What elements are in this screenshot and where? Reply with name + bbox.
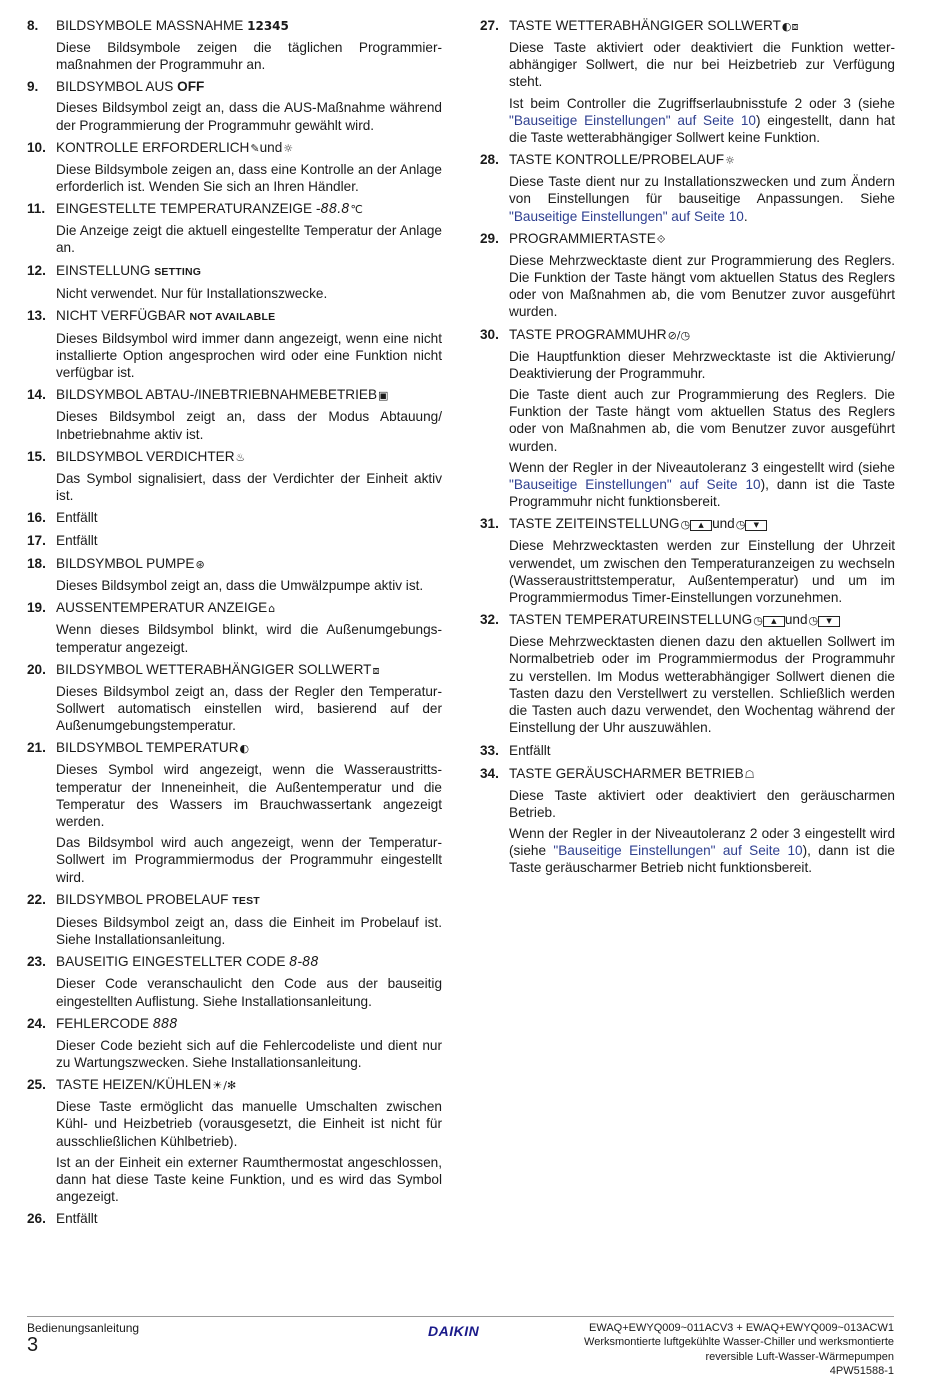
item-heading bbox=[27, 1014, 442, 1034]
item-title-text: BILDSYMBOLE MASSNAHME bbox=[56, 18, 244, 33]
item-heading bbox=[27, 598, 442, 618]
item-heading bbox=[27, 385, 442, 405]
item-title bbox=[56, 1014, 442, 1034]
list-item bbox=[27, 1014, 442, 1071]
item-title-text: BILDSYMBOL ABTAU-/INEBTRIEBNAHMEBETRIEB bbox=[56, 387, 378, 403]
item-heading bbox=[480, 741, 895, 760]
list-item bbox=[27, 306, 442, 382]
item-number: 8. bbox=[27, 18, 39, 33]
item-number: 27. bbox=[480, 18, 499, 33]
item-title bbox=[56, 508, 442, 527]
item-heading bbox=[27, 554, 442, 574]
item-title-text: NICHT VERFÜGBAR bbox=[56, 307, 186, 323]
item-title bbox=[509, 514, 895, 534]
item-title bbox=[56, 554, 442, 574]
item-title bbox=[56, 738, 442, 758]
footer-model: EWAQ+EWYQ009~011ACV3 + EWAQ+EWYQ009~013ACW1 bbox=[589, 1322, 894, 1334]
symbol-icon: ℃ bbox=[350, 203, 363, 217]
cross-reference-link[interactable]: "Bauseitige Einstellungen" auf Seite 10 bbox=[509, 208, 744, 224]
item-paragraph: Ist an der Einheit ein externer Raumthermostat angeschlossen, dann hat diese Taste keine Funktion, und es wird das Symbol angezeigt. bbox=[56, 1154, 442, 1205]
item-heading bbox=[480, 610, 895, 630]
symbol-icon: ⊛ bbox=[195, 558, 205, 572]
item-number: 16. bbox=[27, 510, 46, 526]
item-title bbox=[56, 306, 442, 327]
item-paragraph: Nicht verwendet. Nur für Installationszwecke. bbox=[56, 285, 328, 301]
service-icon: ☼ bbox=[283, 141, 294, 155]
cross-reference-link[interactable]: "Bauseitige Einstellungen" auf Seite 10 bbox=[553, 843, 803, 859]
symbol-icon: ◐ bbox=[239, 742, 250, 756]
item-number: 21. bbox=[27, 740, 46, 756]
item-number: 11. bbox=[27, 201, 46, 217]
item-extra: und bbox=[259, 139, 283, 155]
item-paragraph bbox=[509, 537, 895, 606]
item-title-text: BILDSYMBOL AUS bbox=[56, 79, 174, 95]
item-title bbox=[509, 610, 895, 630]
item-title-text: PROGRAMMIERTASTE bbox=[509, 230, 656, 246]
item-title-text: TASTEN TEMPERATUREINSTELLUNG bbox=[509, 612, 753, 628]
symbol-icon: /✻ bbox=[223, 1079, 237, 1093]
item-heading bbox=[27, 508, 442, 527]
item-heading bbox=[480, 764, 895, 784]
list-item bbox=[27, 508, 442, 527]
item-connector: und bbox=[712, 516, 735, 532]
item-paragraph: Diese Taste ermöglicht das manuelle Umschalten zwischen Kühl- und Heizbetrieb (vorausgesetzt, die Einheit ist nicht für ausschließlichen Kühlbetrieb). bbox=[56, 1099, 442, 1149]
list-item bbox=[480, 741, 895, 760]
item-heading bbox=[480, 16, 895, 36]
item-number: 9. bbox=[27, 79, 39, 95]
button-down-icon: ◷ ▼ bbox=[809, 611, 841, 630]
item-title bbox=[56, 1075, 442, 1095]
list-item bbox=[27, 261, 442, 302]
list-item bbox=[480, 610, 895, 736]
item-number: 30. bbox=[480, 326, 499, 342]
list-item bbox=[27, 531, 442, 550]
item-title bbox=[56, 952, 442, 972]
item-title-text: BAUSEITIG EINGESTELLTER CODE bbox=[56, 954, 286, 970]
paragraph-text-end: . bbox=[743, 208, 748, 224]
symbol-icon: ☀ bbox=[212, 1079, 223, 1093]
item-title bbox=[56, 199, 442, 219]
list-item bbox=[480, 150, 895, 225]
item-paragraph: Diese Bildsymbole zeigen an, dass eine Kontrolle an der Anlage erforderlich ist. Wenden Sie sich an Ihren Händler. bbox=[56, 161, 442, 195]
list-item bbox=[27, 447, 442, 504]
item-heading bbox=[27, 199, 442, 219]
button-down-icon: ◷ ▼ bbox=[736, 515, 768, 534]
item-title bbox=[509, 229, 895, 249]
list-item bbox=[27, 660, 442, 735]
item-number: 15. bbox=[27, 448, 46, 464]
button-up-icon: ◷ ▲ bbox=[680, 515, 712, 534]
item-title-text: TASTE PROGRAMMUHR bbox=[509, 326, 667, 342]
item-title-text: TASTE WETTERABHÄNGIGER SOLLWERT bbox=[509, 18, 781, 33]
item-paragraph: Dieses Bildsymbol zeigt an, dass die AUS-Maßnahme während der Programmierung der Programmuhr gewählt wird. bbox=[56, 100, 442, 133]
item-paragraph bbox=[509, 386, 895, 455]
item-number: 24. bbox=[27, 1015, 46, 1031]
item-title-text: TASTE KONTROLLE/PROBELAUF bbox=[509, 152, 725, 168]
item-paragraph: Dieses Bildsymbol wird immer dann angezeigt, wenn eine nicht installierte Option angesprochen wird oder eine Funktion nicht verfügbar ist. bbox=[56, 330, 442, 381]
page-number: 3 bbox=[27, 1334, 39, 1356]
item-heading bbox=[27, 306, 442, 327]
item-heading bbox=[27, 261, 442, 282]
item-number: 31. bbox=[480, 516, 499, 532]
item-extra: SETTING bbox=[154, 265, 202, 278]
item-title bbox=[509, 325, 895, 345]
item-heading bbox=[27, 738, 442, 758]
footer-doc-number: 4PW51588-1 bbox=[829, 1364, 894, 1377]
item-title-text: KONTROLLE ERFORDERLICH bbox=[56, 139, 250, 155]
item-title-text: EINSTELLUNG bbox=[56, 262, 151, 278]
item-heading bbox=[27, 890, 442, 911]
item-number: 23. bbox=[27, 954, 46, 970]
button-icon: ☖ bbox=[744, 767, 755, 781]
footer-doc-type: Bedienungsanleitung bbox=[27, 1321, 140, 1335]
item-paragraph: Dieses Bildsymbol zeigt an, dass der Modus Abtauung/ Inbetriebnahme aktiv ist. bbox=[56, 409, 442, 442]
item-title bbox=[56, 598, 442, 618]
item-heading bbox=[27, 447, 442, 467]
item-paragraph bbox=[509, 787, 895, 821]
right-column bbox=[480, 16, 895, 881]
item-paragraph: Dieses Symbol wird angezeigt, wenn die Wasseraustritts-temperatur der Inneneinheit, die Außentemperatur und die Temperatur des Wassers im Brauchwassertank angezeigt werden. bbox=[56, 762, 442, 830]
item-paragraph: Dieses Bildsymbol zeigt an, dass die Umwälzpumpe aktiv ist. bbox=[56, 578, 424, 594]
item-title bbox=[56, 16, 442, 36]
paragraph-text-end: ) eingestellt, dann hat die Taste wetterabhängiger Sollwert keine Funktion. bbox=[509, 112, 895, 146]
item-number: 22. bbox=[27, 891, 46, 907]
paragraph-text: Diese Taste dient nur zu Installationszwecken und zum Ändern von Einstellungen für bauseitige Anpassungen. Siehe bbox=[509, 174, 895, 207]
item-title-text: BILDSYMBOL VERDICHTER bbox=[56, 448, 235, 464]
button-icon: ◐⧈ bbox=[781, 20, 799, 33]
paragraph-text: Diese Taste aktiviert oder deaktiviert die Funktion wetter-abhängiger Sollwert, die nur bei Heizbetrieb zur Verfügung steht. bbox=[509, 40, 895, 90]
item-extra: -88.8 bbox=[315, 202, 350, 218]
item-paragraph bbox=[509, 459, 895, 511]
item-title bbox=[509, 150, 895, 170]
item-heading bbox=[480, 325, 895, 345]
paragraph-text: Diese Mehrzwecktasten dienen dazu den aktuellen Sollwert im Normalbetrieb oder im Programmiermodus der Programmuhr zu verstellen. Im Modus wetterabhängiger Sollwert dienen die Tasten dazu den Verstellwert zu verstellen. Schließlich werden die Tasten auch dazu verwendet, den Wochentag während der Einstellung der Uhr auszuwählen. bbox=[509, 634, 895, 736]
item-paragraph: Dieser Code veranschaulicht den Code aus der bauseitig eingestellten Auflistung. Siehe Installationsanleitung. bbox=[56, 976, 442, 1009]
item-number: 18. bbox=[27, 556, 46, 572]
left-column bbox=[27, 16, 442, 1232]
item-title-text: BILDSYMBOL PUMPE bbox=[56, 556, 195, 572]
paragraph-text: Die Hauptfunktion dieser Mehrzwecktaste ist die Aktivierung/ Deaktivierung der Programmuhr. bbox=[509, 348, 895, 381]
list-item bbox=[480, 16, 895, 146]
item-title bbox=[509, 764, 895, 784]
item-title-text: TASTE GERÄUSCHARMER BETRIEB bbox=[509, 765, 744, 781]
wrench-icon: ✎ bbox=[250, 141, 260, 155]
item-paragraph: Das Symbol signalisiert, dass der Verdichter der Einheit aktiv ist. bbox=[56, 470, 442, 504]
list-item bbox=[27, 1075, 442, 1205]
item-heading bbox=[27, 1075, 442, 1095]
item-title bbox=[509, 16, 895, 36]
item-title bbox=[56, 890, 442, 911]
item-title bbox=[56, 77, 442, 96]
item-paragraph: Diese Bildsymbole zeigen die täglichen Programmier-maßnahmen der Programmuhr an. bbox=[56, 40, 442, 73]
item-title bbox=[509, 741, 895, 760]
button-icon: ☼ bbox=[725, 154, 735, 168]
item-paragraph bbox=[509, 173, 895, 225]
item-paragraph bbox=[509, 95, 895, 147]
list-item bbox=[480, 764, 895, 877]
item-title bbox=[56, 660, 442, 680]
item-title bbox=[56, 531, 442, 550]
item-title bbox=[56, 447, 442, 467]
list-item bbox=[27, 199, 442, 256]
item-heading bbox=[27, 16, 442, 36]
footer-desc-2: reversible Luft-Wasser-Wärmepumpen bbox=[705, 1350, 894, 1363]
item-heading bbox=[27, 531, 442, 550]
item-extra: 888 bbox=[152, 1016, 178, 1032]
paragraph-text: Wenn der Regler in der Niveautoleranz 3 eingestellt wird (siehe bbox=[509, 459, 895, 475]
item-number: 19. bbox=[27, 600, 46, 616]
list-item bbox=[27, 738, 442, 885]
item-paragraph: Dieser Code bezieht sich auf die Fehlercodeliste und dient nur zu Wartungszwecken. Siehe Installationsanleitung. bbox=[56, 1037, 442, 1070]
item-extra: TEST bbox=[232, 894, 260, 907]
item-number: 32. bbox=[480, 612, 499, 628]
paragraph-text-end: ), dann ist die Taste Programmuhr nicht funktionsbereit. bbox=[509, 477, 895, 510]
item-number: 25. bbox=[27, 1077, 46, 1093]
item-heading bbox=[480, 150, 895, 170]
item-title-text: BILDSYMBOL PROBELAUF bbox=[56, 891, 229, 907]
list-item bbox=[27, 385, 442, 442]
item-paragraph: Dieses Bildsymbol zeigt an, dass der Regler den Temperatur-Sollwert automatisch einstellen wird, basierend auf der Außenumgebungstemperatur. bbox=[56, 683, 442, 734]
item-paragraph bbox=[509, 252, 895, 321]
item-title-text: TASTE HEIZEN/KÜHLEN bbox=[56, 1077, 212, 1093]
item-number: 17. bbox=[27, 533, 46, 549]
item-paragraph bbox=[509, 633, 895, 736]
paragraph-text: Diese Mehrzwecktasten werden zur Einstellung der Uhrzeit verwendet, um zwischen den Temperaturanzeigen zu wechseln (Wasseraustrittstemperatur, Außentemperatur) und um im Programmiermodus Timer-Einstellungen vorzunehmen. bbox=[509, 538, 895, 606]
item-extra: 12345 bbox=[247, 19, 289, 33]
cross-reference-link[interactable]: "Bauseitige Einstellungen" auf Seite 10 bbox=[509, 112, 756, 128]
item-connector: und bbox=[784, 612, 808, 628]
list-item bbox=[480, 325, 895, 511]
item-number: 12. bbox=[27, 262, 46, 278]
footer-desc-1: Werksmontierte luftgekühlte Wasser-Chiller und werksmontierte bbox=[584, 1336, 894, 1349]
item-heading bbox=[27, 77, 442, 96]
list-item bbox=[27, 77, 442, 133]
paragraph-text: Die Taste dient auch zur Programmierung des Reglers. Die Funktion der Taste hängt vom aktuellen Status des Reglers oder von Maßnahmen ab, die vom Benutzer zuvor ausgeführt wurden. bbox=[509, 387, 895, 454]
item-paragraph: Das Bildsymbol wird auch angezeigt, wenn der Temperatur-Sollwert im Programmiermodus der Programmuhr eingestellt wird. bbox=[56, 835, 442, 885]
item-extra: OFF bbox=[177, 79, 205, 95]
item-number: 14. bbox=[27, 387, 46, 403]
item-title bbox=[56, 138, 442, 158]
daikin-logo: DAIKIN bbox=[428, 1323, 480, 1339]
symbol-icon: ♨ bbox=[235, 450, 246, 464]
item-title bbox=[56, 1209, 442, 1228]
item-number: 34. bbox=[480, 765, 499, 781]
item-paragraph: Wenn dieses Bildsymbol blinkt, wird die Außenumgebungs-temperatur angezeigt. bbox=[56, 622, 442, 655]
item-paragraph: Dieses Bildsymbol zeigt an, dass die Einheit im Probelauf ist. Siehe Installationsanleitung. bbox=[56, 914, 442, 948]
item-number: 13. bbox=[27, 307, 46, 323]
item-title-text: Entfällt bbox=[56, 510, 98, 526]
item-number: 26. bbox=[27, 1211, 46, 1227]
item-title-text: AUSSENTEMPERATUR ANZEIGE bbox=[56, 600, 268, 616]
item-paragraph bbox=[509, 825, 895, 877]
paragraph-text: Diese Mehrzwecktaste dient zur Programmierung des Reglers. Die Funktion der Taste hängt vom aktuellen Status des Reglers oder von Maßnahmen ab, die vom Benutzer zuvor ausgeführt wurden. bbox=[509, 252, 895, 320]
list-item bbox=[27, 890, 442, 948]
paragraph-text: Diese Taste aktiviert oder deaktiviert den geräuscharmen Betrieb. bbox=[509, 787, 895, 820]
list-item bbox=[27, 16, 442, 73]
paragraph-text: Ist beim Controller die Zugriffserlaubnisstufe 2 oder 3 (siehe bbox=[509, 95, 895, 111]
cross-reference-link[interactable]: "Bauseitige Einstellungen" auf Seite 10 bbox=[509, 477, 761, 493]
item-title-text: FEHLERCODE bbox=[56, 1015, 149, 1031]
list-item bbox=[27, 952, 442, 1009]
list-item bbox=[480, 229, 895, 321]
item-title-text: EINGESTELLTE TEMPERATURANZEIGE bbox=[56, 201, 313, 217]
item-heading bbox=[27, 138, 442, 158]
footer-divider bbox=[27, 1316, 894, 1317]
item-title bbox=[56, 385, 442, 405]
list-item bbox=[27, 598, 442, 655]
item-heading bbox=[480, 514, 895, 534]
item-heading bbox=[27, 660, 442, 680]
item-paragraph: Die Anzeige zeigt die aktuell eingestellte Temperatur der Anlage an. bbox=[56, 223, 442, 256]
item-paragraph bbox=[509, 39, 895, 91]
item-number: 10. bbox=[27, 139, 46, 155]
item-title-text: BILDSYMBOL WETTERABHÄNGIGER SOLLWERT bbox=[56, 661, 372, 677]
item-number: 20. bbox=[27, 661, 46, 677]
list-item bbox=[27, 1209, 442, 1228]
paragraph-text: Wenn der Regler in der Niveautoleranz 2 oder 3 eingestellt wird (siehe bbox=[509, 825, 895, 859]
button-icon: ⟐ bbox=[656, 232, 666, 246]
item-heading bbox=[27, 1209, 442, 1228]
list-item bbox=[480, 514, 895, 606]
list-item bbox=[27, 554, 442, 594]
item-paragraph bbox=[509, 348, 895, 382]
button-icon: ⊘/◷ bbox=[667, 328, 691, 342]
list-item bbox=[27, 138, 442, 195]
item-number: 28. bbox=[480, 152, 499, 168]
symbol-icon: ▣ bbox=[378, 389, 389, 403]
item-title-text: Entfällt bbox=[509, 742, 551, 758]
paragraph-text-end: ), dann ist die Taste geräuscharmer Betrieb nicht funktionsbereit. bbox=[509, 843, 895, 876]
item-title bbox=[56, 261, 442, 282]
item-title-text: TASTE ZEITEINSTELLUNG bbox=[509, 516, 680, 532]
item-number: 29. bbox=[480, 230, 499, 246]
item-heading bbox=[27, 952, 442, 972]
button-up-icon: ◷ ▲ bbox=[753, 611, 785, 630]
footer-product-info bbox=[584, 1321, 894, 1378]
item-heading bbox=[480, 229, 895, 249]
item-title-text: BILDSYMBOL TEMPERATUR bbox=[56, 740, 239, 756]
item-extra: NOT AVAILABLE bbox=[189, 310, 276, 323]
item-title-text: Entfällt bbox=[56, 1211, 98, 1227]
symbol-icon: ⧈ bbox=[372, 663, 380, 677]
item-extra: 8-88 bbox=[289, 955, 319, 971]
symbol-icon: ⌂ bbox=[268, 602, 276, 616]
item-title-text: Entfällt bbox=[56, 533, 98, 549]
item-number: 33. bbox=[480, 742, 499, 758]
